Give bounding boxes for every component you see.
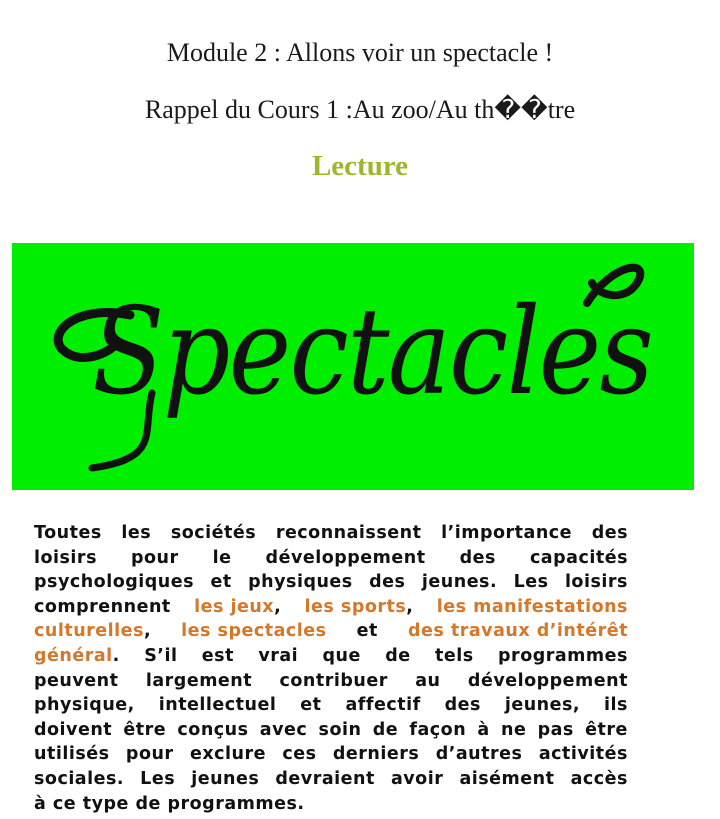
highlighted-word: les spectacles: [181, 621, 327, 642]
word-group: [323, 644, 361, 669]
word-group: [345, 693, 420, 718]
word: loisirs: [564, 572, 628, 593]
word-group: [422, 570, 497, 595]
banner-word: Spectacles: [92, 283, 652, 422]
word-group: [34, 718, 112, 743]
word-group: [210, 570, 231, 595]
word: d’autres: [435, 744, 523, 765]
word: le: [212, 547, 232, 568]
word: de: [385, 645, 411, 666]
word-group: [369, 570, 405, 595]
word-group: [538, 718, 574, 743]
word: avec: [259, 719, 308, 740]
word-group: [333, 742, 419, 767]
word: être: [123, 719, 167, 740]
word-group: [181, 619, 326, 644]
word-group: [177, 718, 248, 743]
word: ces: [282, 744, 317, 765]
word-group: [123, 718, 166, 743]
word: et: [300, 695, 322, 716]
article-body: [34, 521, 628, 816]
article-line: [34, 669, 628, 694]
word-group: [34, 546, 97, 571]
word-group: [373, 718, 398, 743]
spectacles-calligraphy: [12, 243, 694, 490]
word: ,: [143, 621, 152, 642]
word-group: [34, 767, 124, 792]
word: Les: [513, 572, 549, 593]
word: ,: [406, 596, 414, 617]
word-group: [34, 742, 110, 767]
word: aisément: [459, 768, 555, 789]
article-line: [34, 570, 628, 595]
word-group: [34, 595, 171, 620]
highlighted-word: les sports: [304, 596, 407, 617]
word-group: [300, 693, 321, 718]
word-group: [592, 521, 628, 546]
article-line: [34, 546, 628, 571]
word-group: [276, 521, 422, 546]
word: sociales.: [34, 768, 125, 789]
word-group: [131, 546, 179, 571]
word: activités: [538, 744, 628, 765]
word: ne: [501, 719, 527, 740]
highlighted-word: les jeux: [194, 596, 275, 617]
word-group: [468, 669, 628, 694]
word: les: [121, 523, 152, 543]
word-group: [441, 521, 572, 546]
word-group: [280, 669, 388, 694]
word-group: [282, 742, 316, 767]
article-line: [34, 767, 628, 792]
word: doivent: [34, 719, 113, 740]
word-group: [171, 521, 256, 546]
word-group: [34, 521, 102, 546]
word-group: [140, 767, 175, 792]
word-group: [385, 644, 410, 669]
word: développement: [265, 547, 426, 568]
word: psychologiques: [34, 572, 195, 593]
word-group: [159, 693, 277, 718]
word: physique,: [34, 695, 135, 716]
word: loisirs: [34, 547, 97, 568]
highlighted-word: culturelles: [34, 621, 144, 642]
word: reconnaissent: [275, 523, 422, 543]
word: avoir: [390, 768, 444, 789]
word-group: [477, 718, 489, 743]
word-group: [539, 742, 628, 767]
word-group: [34, 570, 194, 595]
highlighted-word: des travaux d’intérêt: [407, 621, 628, 642]
word-group: [34, 644, 120, 669]
recap-title: Rappel du Cours 1 :Au zoo/Au th��tre: [144, 95, 576, 124]
word-group: [565, 570, 628, 595]
word-group: [319, 718, 362, 743]
word: largement: [145, 670, 253, 691]
word: ils: [604, 695, 628, 716]
word: au: [415, 670, 441, 691]
word-group: [34, 693, 135, 718]
word-group: [391, 767, 443, 792]
word: vrai: [258, 645, 299, 666]
word: exclure: [189, 744, 266, 765]
word: à ce type de programmes.: [34, 793, 305, 814]
word: de: [372, 719, 399, 740]
word-group: [260, 718, 307, 743]
word-group: [34, 669, 118, 694]
word: capacités: [529, 547, 628, 568]
word-group: [146, 669, 252, 694]
word: des: [459, 547, 496, 568]
word-group: [459, 767, 554, 792]
word: affectif: [345, 695, 421, 716]
word-group: [415, 669, 440, 694]
word: pour: [125, 744, 174, 765]
module-title: Module 2 : Allons voir un spectacle !: [166, 38, 554, 67]
word: physiques: [248, 572, 353, 593]
highlighted-word: général: [34, 645, 113, 666]
word: contribuer: [279, 670, 388, 691]
word-group: [357, 619, 378, 644]
word-group: [191, 767, 259, 792]
word-group: [194, 595, 281, 620]
word-group: [266, 546, 426, 571]
word-group: [202, 644, 234, 669]
word-group: [121, 521, 151, 546]
word: des: [444, 695, 481, 716]
word-group: [505, 693, 580, 718]
word-group: [34, 619, 151, 644]
word: pour: [131, 547, 179, 568]
word: S’il: [144, 645, 178, 666]
word: peuvent: [34, 670, 119, 691]
word-group: [460, 546, 496, 571]
word-group: [435, 644, 474, 669]
word-group: [498, 644, 628, 669]
word-group: [445, 693, 481, 718]
article-line: [34, 595, 628, 620]
word-group: [409, 718, 466, 743]
word: sociétés: [170, 523, 257, 543]
word: soin: [318, 719, 362, 740]
word-group: [501, 718, 526, 743]
word: façon: [409, 719, 467, 740]
word: intellectuel: [158, 695, 277, 716]
word: que: [322, 645, 361, 666]
word-group: [275, 767, 374, 792]
word-group: [190, 742, 266, 767]
section-title: Lecture: [311, 150, 409, 182]
article-line: [34, 619, 628, 644]
word-group: [34, 792, 305, 817]
word: jeunes,: [504, 695, 581, 716]
article-line: [34, 644, 628, 669]
word-group: [436, 742, 523, 767]
word: jeunes.: [421, 572, 498, 593]
word-group: [571, 767, 628, 792]
word-group: [305, 595, 414, 620]
word-group: [144, 644, 177, 669]
word: être: [585, 719, 628, 740]
word: derniers: [332, 744, 420, 765]
spectacles-banner: [12, 243, 694, 490]
article-line: [34, 521, 628, 546]
word-group: [248, 570, 353, 595]
word: des: [369, 572, 406, 593]
word: pas: [537, 719, 574, 740]
word: .: [112, 645, 120, 666]
word-group: [530, 546, 628, 571]
article-line: [34, 693, 628, 718]
word-group: [213, 546, 232, 571]
word: est: [201, 645, 234, 666]
word-group: [258, 644, 298, 669]
word: Les: [140, 768, 176, 789]
word: et: [210, 572, 232, 593]
word: tels: [435, 645, 474, 666]
article-line: [34, 718, 628, 743]
word: et: [356, 621, 378, 642]
word: comprennent: [34, 596, 171, 617]
word-group: [408, 619, 628, 644]
word-group: [604, 693, 628, 718]
word: développement: [467, 670, 628, 691]
word-group: [437, 595, 628, 620]
word: jeunes: [191, 768, 260, 789]
article-line: [34, 742, 628, 767]
word: utilisés: [34, 744, 110, 765]
word: à: [477, 719, 490, 740]
word-group: [585, 718, 628, 743]
word-group: [126, 742, 174, 767]
word: conçus: [177, 719, 249, 740]
word: ,: [274, 596, 282, 617]
word: des: [591, 523, 628, 543]
word: l’importance: [441, 523, 573, 543]
word: accès: [570, 768, 628, 789]
word: Toutes: [34, 523, 102, 543]
word: programmes: [498, 645, 628, 666]
word-group: [514, 570, 549, 595]
word: devraient: [275, 768, 375, 789]
article-line: [34, 792, 628, 817]
highlighted-word: les manifestations: [436, 596, 628, 617]
